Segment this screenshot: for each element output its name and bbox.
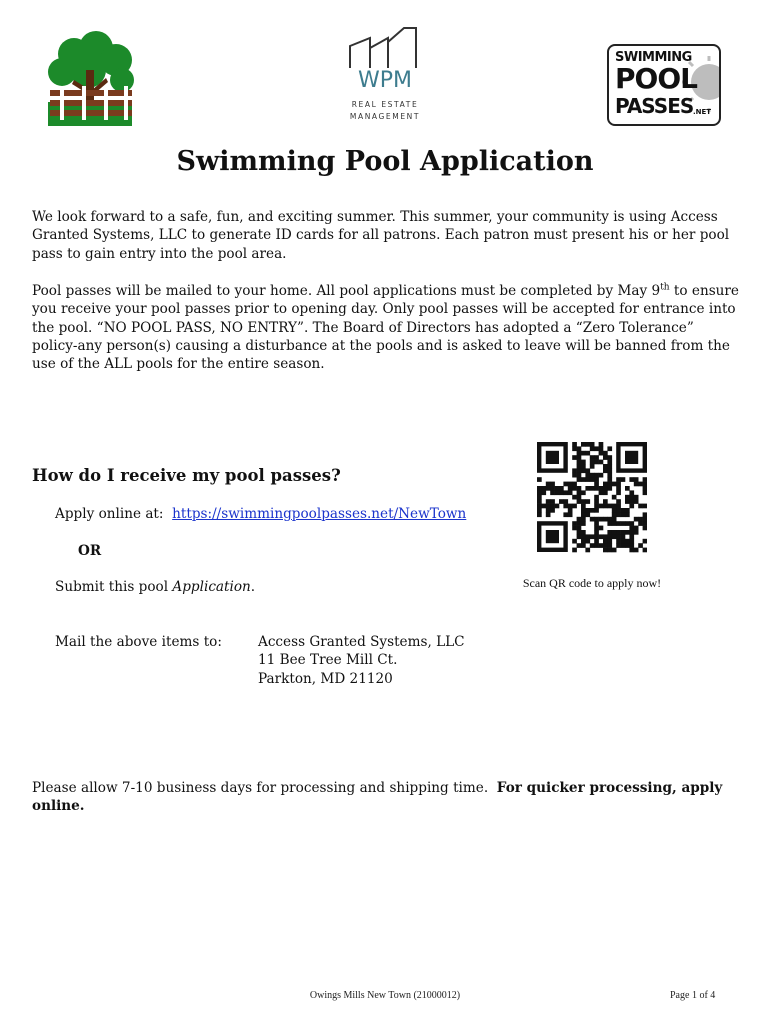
- spp-suffix: .NET: [693, 108, 712, 116]
- policy-text-start: Pool passes will be mailed to your home. All pool applications must be completed by May 9: [32, 283, 661, 299]
- processing-note-text: Please allow 7-10 business days for processing and shipping time.: [32, 780, 489, 796]
- mail-label: Mail the above items to:: [55, 634, 222, 650]
- qr-caption: Scan QR code to apply now!: [522, 576, 662, 590]
- intro-paragraph: We look forward to a safe, fun, and exciting summer. This summer, your community is using Access Granted Systems, LLC to generate ID cards for all patrons. Each patron must present his or her pool pass to gain entry into the pool area.: [32, 209, 730, 262]
- receive-heading: How do I receive my pool passes?: [32, 466, 341, 485]
- submit-suffix: .: [250, 579, 256, 595]
- processing-note-bold: For quicker processing, apply online.: [32, 780, 723, 815]
- page-title: Swimming Pool Application: [176, 146, 594, 177]
- submit-prefix: Submit this pool: [55, 579, 173, 595]
- wpm-logo-sub1: REAL ESTATE: [351, 100, 419, 109]
- policy-sup: th: [660, 282, 670, 293]
- mail-address-line2: 11 Bee Tree Mill Ct.: [258, 652, 398, 669]
- processing-note: [32, 779, 752, 816]
- wpm-logo-sub2: MANAGEMENT: [349, 112, 421, 121]
- qr-code-image: [537, 442, 647, 554]
- mail-address-line3: Parkton, MD 21120: [258, 670, 393, 687]
- submit-application-line: [55, 578, 255, 596]
- policy-text-end: to ensure you receive your pool passes prior to opening day. Only pool passes will be accepted for entrance into the pool. “NO POOL PASS, NO ENTRY”. The Board of Directors has adopted a “Zero Tolerance” policy-any person(s) causing a disturbance at the pools and is asked to leave will be banned from the use of the ALL pools for the entire season.: [32, 283, 739, 373]
- or-label: OR: [78, 543, 102, 559]
- spp-line1: SWIMMING: [615, 50, 692, 65]
- mail-address-line1: Access Granted Systems, LLC: [258, 634, 465, 650]
- apply-online-line: [55, 505, 466, 523]
- mail-address: [258, 633, 465, 688]
- apply-online-link[interactable]: https://swimmingpoolpasses.net/NewTown: [172, 506, 467, 522]
- policy-paragraph: [32, 282, 742, 373]
- wpm-logo-name: WPM: [357, 68, 412, 93]
- footer-page-number: Page 1 of 4: [670, 990, 716, 1001]
- house-outline-icon: [340, 24, 430, 70]
- spp-line3: PASSES: [615, 94, 694, 118]
- wpm-logo: [340, 24, 430, 124]
- apply-online-label: Apply online at:: [55, 506, 164, 522]
- swimming-pool-passes-logo: [607, 44, 721, 126]
- footer-community: Owings Mills New Town (21000012): [309, 990, 461, 1001]
- tree-logo: [44, 30, 136, 126]
- spp-line2: POOL: [615, 62, 697, 95]
- submit-application-word: Application: [172, 579, 251, 595]
